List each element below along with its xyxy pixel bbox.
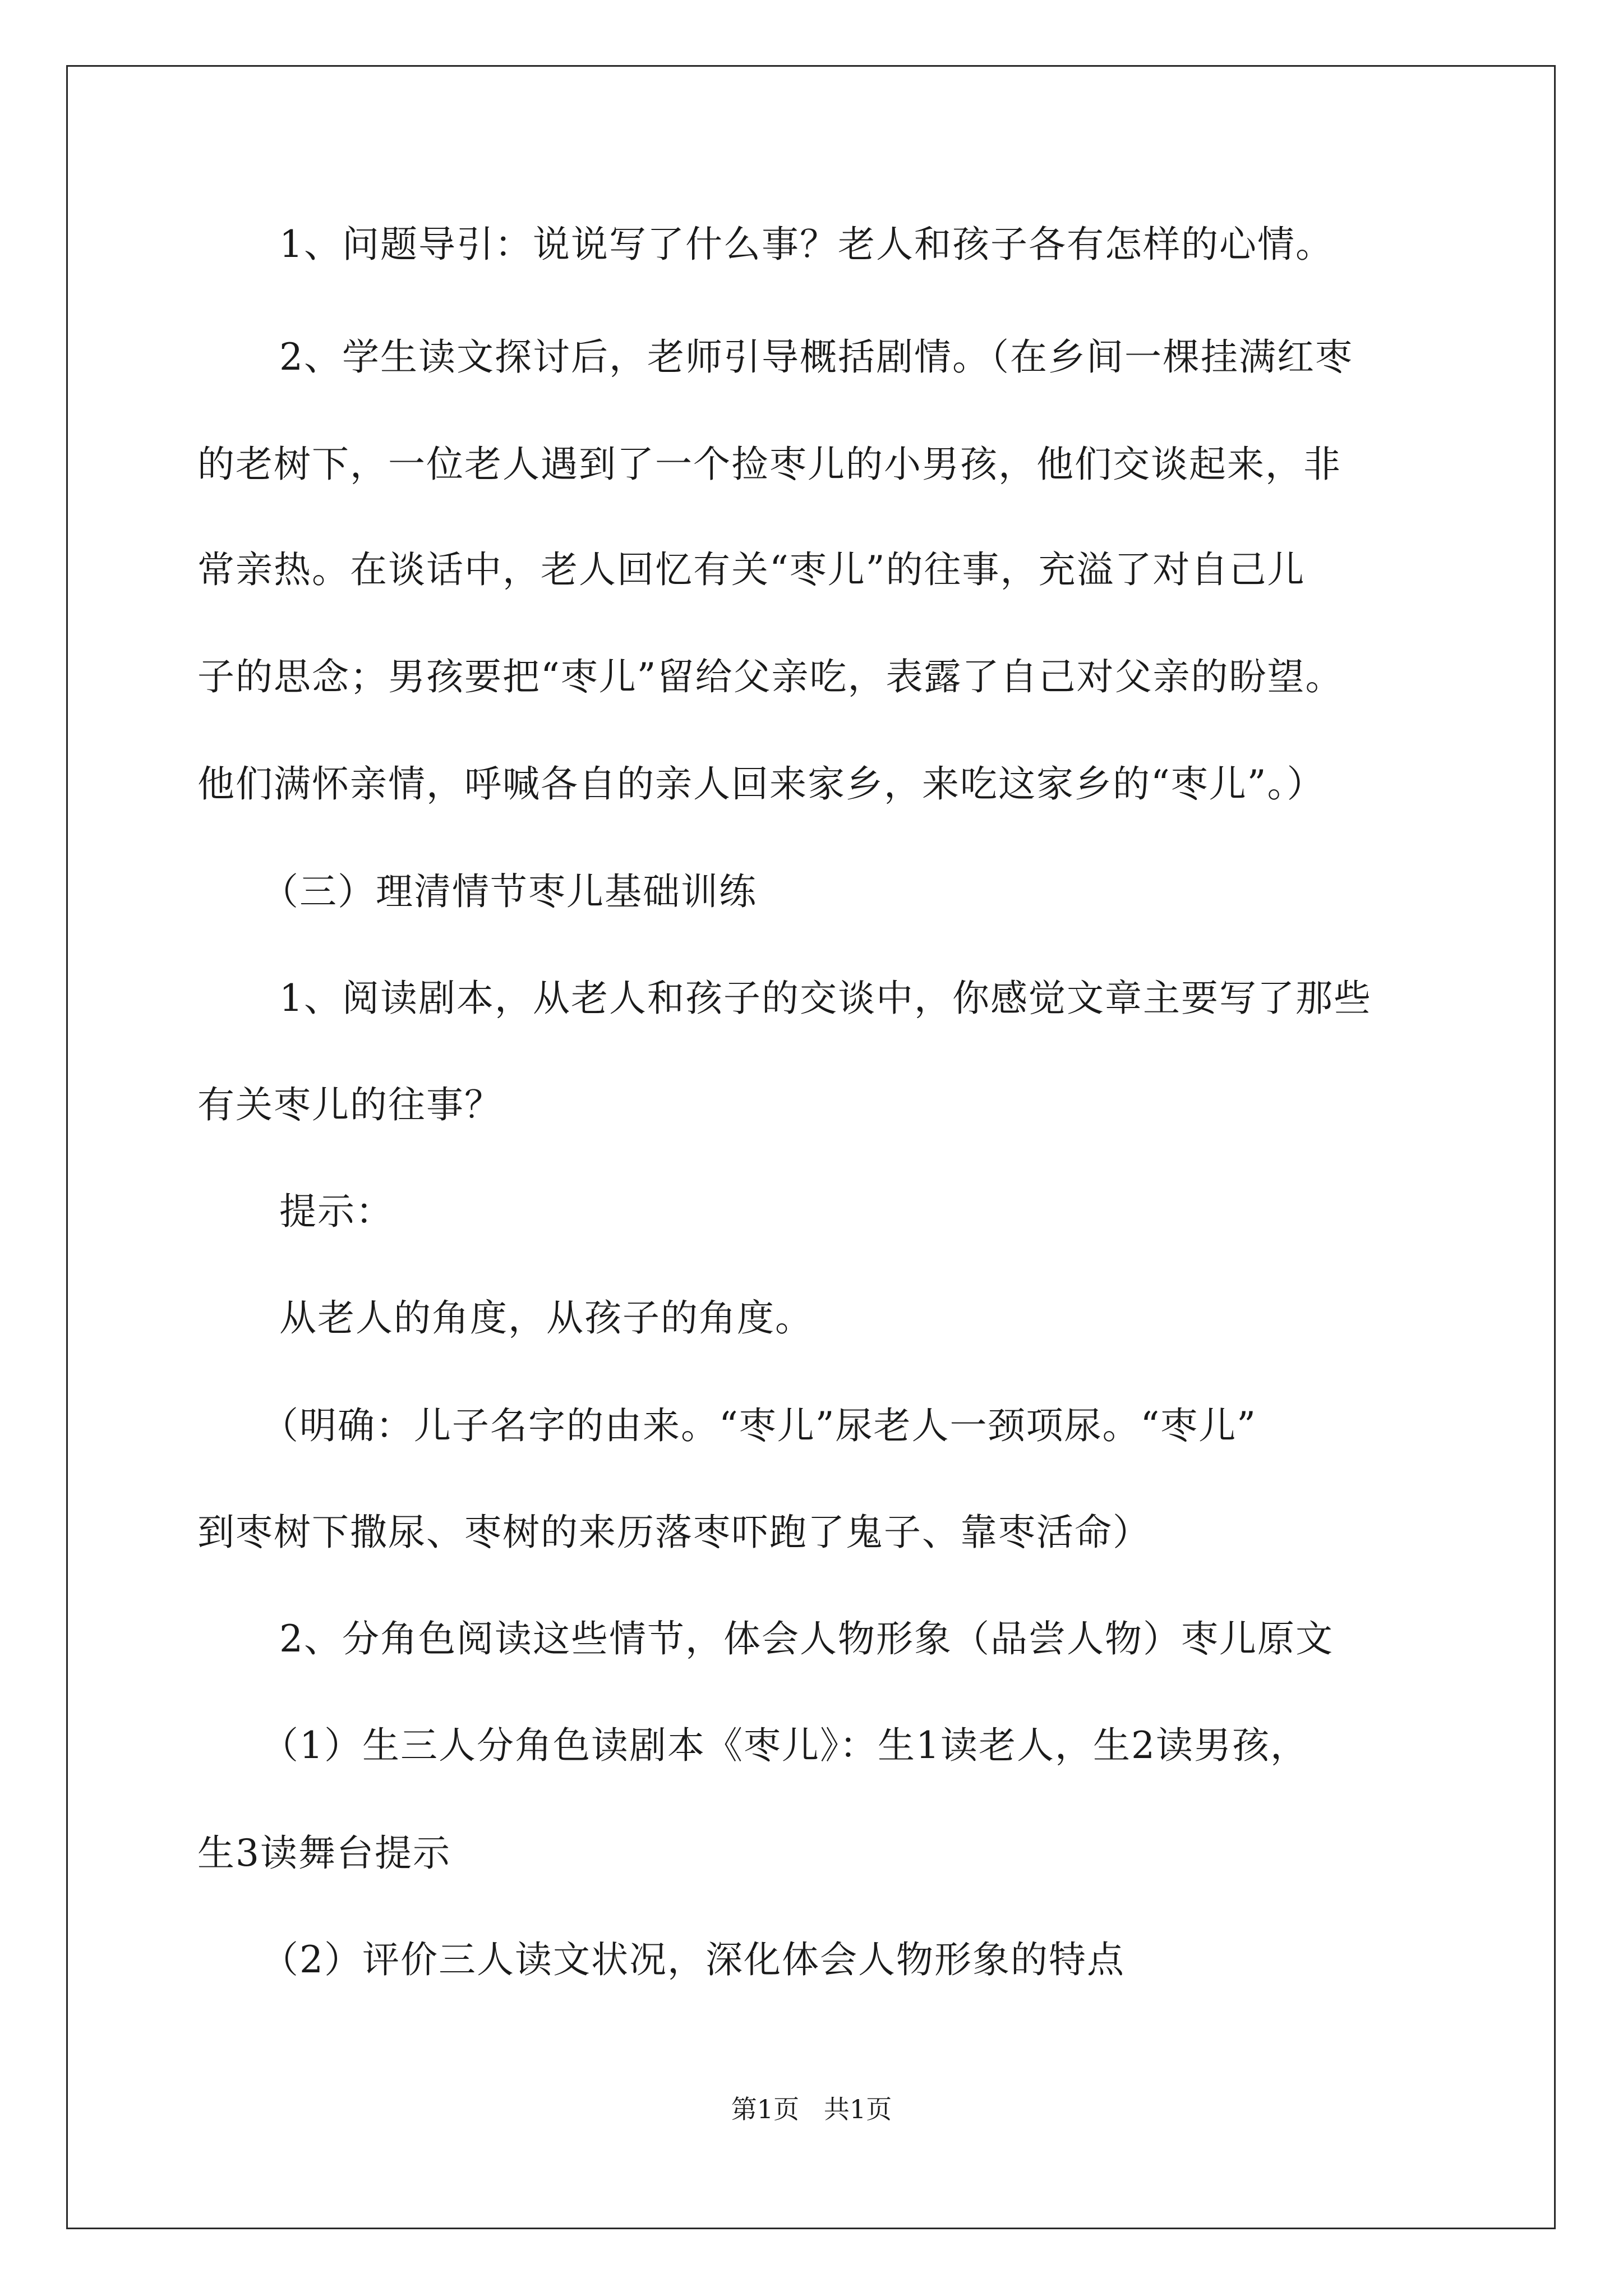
page-number: 第1页 共1页 [731,2094,892,2124]
page-border [66,65,1556,2229]
text-line: 子的思念；男孩要把“枣儿”留给父亲吃，表露了自己对父亲的盼望。 [197,655,1344,698]
section-heading: （三）理清情节枣儿基础训练 [261,870,757,913]
text-line: （2）评价三人读文状况，深化体会人物形象的特点 [261,1938,1125,1981]
text-line: 2、学生读文探讨后，老师引导概括剧情。（在乡间一棵挂满红枣 [279,335,1353,379]
text-line: 有关枣儿的往事？ [197,1083,502,1126]
text-line: 从老人的角度，从孩子的角度。 [279,1296,813,1340]
text-line: 1、问题导引：说说写了什么事？老人和孩子各有怎样的心情。 [279,223,1334,266]
text-line: 生3读舞台提示 [197,1832,451,1875]
text-line: （1）生三人分角色读剧本《枣儿》：生1读老人，生2读男孩， [261,1724,1308,1767]
text-line: 他们满怀亲情，呼喊各自的亲人回来家乡，来吃这家乡的“枣儿”。） [197,762,1325,806]
text-line: 2、分角色阅读这些情节，体会人物形象（品尝人物）枣儿原文 [279,1617,1334,1660]
text-line: 到枣树下撒尿、枣树的来历落枣吓跑了鬼子、靠枣活命） [197,1511,1151,1554]
text-line: 常亲热。在谈话中，老人回忆有关“枣儿”的往事，充溢了对自己儿 [197,548,1306,591]
text-line: 1、阅读剧本，从老人和孩子的交谈中，你感觉文章主要写了那些 [279,977,1372,1020]
text-line: 的老树下，一位老人遇到了一个捡枣儿的小男孩，他们交谈起来，非 [197,443,1341,486]
text-line: （明确：儿子名字的由来。“枣儿”尿老人一颈项尿。“枣儿” [261,1404,1257,1447]
text-line: 提示： [279,1190,394,1233]
